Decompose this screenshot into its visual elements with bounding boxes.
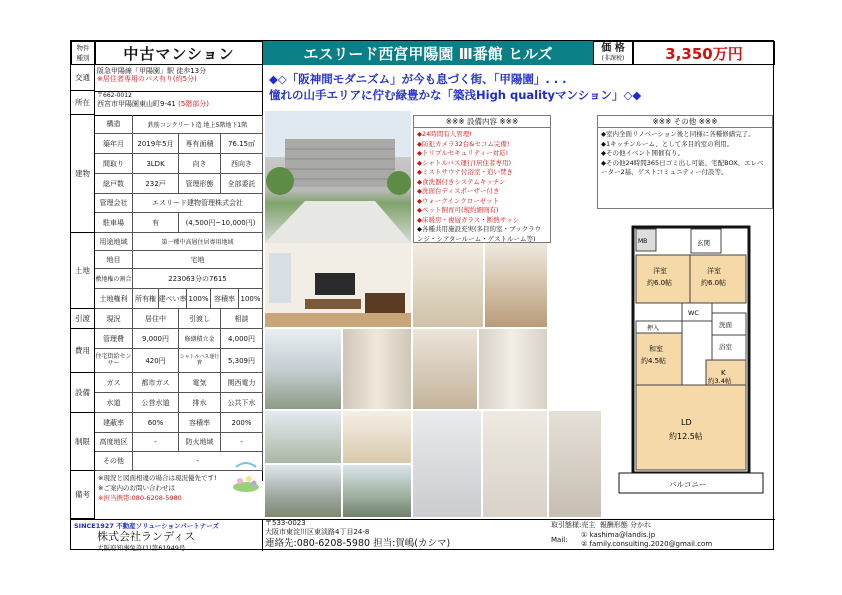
h-v: 居住中 (133, 309, 179, 329)
floor-note: (5階部分) (178, 99, 210, 108)
c-v2-1: 5,309円 (221, 349, 263, 373)
c-v2-0: 4,000円 (221, 329, 263, 349)
footer-left (71, 519, 263, 551)
l-k-2: 敷地権の割合 (95, 269, 133, 289)
facility-8: ◆ペット飼育可(規約細則有) (417, 206, 499, 214)
u-k-1: 水道 (95, 393, 133, 413)
fp-ld-size: 約12.5帖 (669, 432, 703, 441)
traffic-label: 交通 (71, 65, 95, 91)
footer-right (551, 521, 773, 551)
fp-w1-size: 約6.0帖 (647, 279, 673, 287)
r-v-0: 60% (133, 413, 179, 433)
r-v2-1: - (221, 433, 263, 452)
r-k-0: 建蔽率 (95, 413, 133, 433)
traffic-line2: ※居住者専用のバス有り(約5分) (97, 75, 197, 84)
b-k-5: 駐車場 (95, 213, 133, 233)
type-value: 中古マンション (95, 41, 263, 65)
l-k-0: 用途地域 (95, 233, 133, 251)
footer-company: 株式会社ランディス (97, 530, 196, 543)
facilities-title: ※※※ 設備内容 ※※※ (414, 116, 550, 128)
r-v-2: - (133, 452, 263, 471)
photo-hallway (479, 329, 547, 409)
facility-1: ◆防犯カメラ32台&セコム完備! (417, 139, 510, 148)
r-k-1: 高度地区 (95, 433, 133, 452)
b-v-1: 2019年5月 (133, 134, 179, 154)
property-name: エスリード西宮甲陽園 Ⅲ番館 ヒルズ (263, 41, 593, 65)
fp-k: K (721, 369, 726, 377)
l-v-3: 所有権 (133, 289, 159, 309)
photo-exterior-2 (265, 411, 341, 463)
footer-license: 大阪府知事免許(1)第61949号 (97, 544, 186, 552)
photo-exterior (265, 111, 411, 243)
b-v2-3: 全部委託 (221, 174, 263, 194)
facility-7: ◆ウォークインクローゼット (417, 196, 500, 205)
photo-bathroom (413, 411, 481, 517)
facility-6: ◆洗面台ディスポーザー付き (417, 187, 500, 195)
price-label-box (593, 41, 633, 65)
h-k2: 引渡し (179, 309, 221, 329)
c-k-0: 管理費 (95, 329, 133, 349)
r-v2-0: 200% (221, 413, 263, 433)
photo-street (265, 465, 341, 517)
b-k-2: 間取り (95, 154, 133, 174)
fp-closet: 押入 (647, 325, 660, 332)
location-label: 所在 (71, 91, 95, 115)
fp-mb: MB (638, 238, 648, 245)
photo-bedroom (413, 329, 477, 409)
building-label: 建物 (71, 115, 95, 233)
u-v2-0: 関西電力 (221, 373, 263, 393)
u-k-0: ガス (95, 373, 133, 393)
location-text (97, 93, 261, 115)
catch-copy (265, 67, 773, 111)
remark-2: ※担当携帯:080-6208-5980 (98, 494, 182, 502)
b-v2-2: 西向き (221, 154, 263, 174)
remark-0: ※現況と図面相違の場合は現況優先です! (98, 474, 217, 482)
b-v-2: 3LDK (133, 154, 179, 174)
footer-since: SINCE1927 不動産ソリューションパートナーズ (74, 522, 219, 530)
photo-living-2 (485, 243, 547, 327)
b-k-4: 管理会社 (95, 194, 133, 213)
l-k3-3: 容積率 (211, 289, 239, 309)
fp-bath: 浴室 (719, 343, 732, 351)
utility-label: 設備 (71, 373, 95, 413)
footer-postal: 〒533-0023 (265, 519, 306, 527)
l-k-1: 地目 (95, 251, 133, 269)
b-k2-2: 向き (179, 154, 221, 174)
fp-ld: LD (681, 418, 692, 427)
photo-balcony-view (265, 329, 341, 409)
c-v-0: 9,000円 (133, 329, 179, 349)
photo-washroom (549, 411, 601, 517)
l-k-3: 土地権利 (95, 289, 133, 309)
fp-w2-size: 約6.0帖 (701, 279, 727, 287)
photo-living-1 (265, 243, 411, 327)
footer-contact: 連絡先:080-6208-5980 担当:賀嶋(カシマ) (265, 538, 451, 549)
remarks-illustration (231, 457, 261, 493)
h-k: 現況 (95, 309, 133, 329)
facility-0: ◆24時間有人管理! (417, 130, 472, 138)
c-k2-1: シャトルバス運行費 (179, 349, 221, 373)
flyer-sheet (70, 40, 774, 550)
photo-toilet (483, 411, 547, 517)
l-k2-3: 建ぺい率 (159, 289, 187, 309)
facility-10: ◆各種共用施設充実(多目的室・ブックラウンジ・シアタールーム・ゲストルーム等) (417, 225, 542, 243)
price-note: (非課税) (601, 55, 625, 62)
fp-entrance: 玄関 (697, 239, 710, 247)
b-k2-1: 専有面積 (179, 134, 221, 154)
fp-w2: 洋室 (707, 267, 721, 275)
traffic-text (97, 67, 261, 91)
l-v-0: 第一種中高層住居専用地域 (133, 233, 263, 251)
footer-address: 大阪市東淀川区東淡路4丁目24-8 (265, 528, 370, 536)
l-v-2: 223063分の7615 (133, 269, 263, 289)
remarks-text (98, 473, 228, 517)
facility-2: ◆トリプルセキュリティー対応! (417, 149, 509, 157)
price-label: 価 格 (601, 43, 625, 54)
postal-code: 〒662-0012 (97, 92, 132, 99)
footer-deal: 取引態様:売主 (551, 521, 596, 529)
l-v3-3: 100% (239, 289, 263, 309)
facility-4: ◆ミストサウナ付浴室・追い焚き (417, 168, 513, 176)
u-k2-0: 電気 (179, 373, 221, 393)
fp-k-size: 約3.4帖 (708, 377, 732, 385)
b-v-4: エスリード建物管理株式会社 (133, 194, 263, 213)
c-k-1: 住宅街給センサー (95, 349, 133, 373)
restrict-label: 制限 (71, 413, 95, 471)
catch-line1: ◆◇「阪神間モダニズム」が今も息づく街、「甲陽園」. . . (269, 72, 567, 86)
others-box (597, 115, 773, 209)
facility-5: ◆食洗器付きシステムキッチン (417, 177, 506, 186)
floor-plan (611, 215, 775, 517)
b-k-1: 築年月 (95, 134, 133, 154)
cost-label: 費用 (71, 329, 95, 373)
remarks-label: 備考 (71, 471, 95, 519)
footer-middle (265, 519, 495, 551)
b-v-3: 232戸 (133, 174, 179, 194)
traffic-line1: 阪急甲陽線「甲陽園」駅 徒歩13分 (97, 67, 207, 75)
type-label: 物件 種別 (71, 41, 95, 65)
r-k2-0: 容積率 (179, 413, 221, 433)
photo-corridor (343, 329, 411, 409)
b-k-0: 構造 (95, 115, 133, 134)
photo-kitchen (413, 243, 483, 327)
facilities-list (414, 128, 550, 246)
other-0: ◆室内全面リノベーション後と同様に各種修繕完了。 (601, 130, 755, 138)
facilities-box (413, 115, 551, 243)
remark-1: ※ご案内のお問い合わせは (98, 484, 175, 492)
fp-sink: 洗面 (719, 321, 732, 329)
address-text: 西宮市甲陽園東山町9-41 (97, 99, 176, 108)
other-2: ◆その他イベント開催有り。 (601, 149, 684, 157)
price-value: 3,350万円 (633, 41, 775, 65)
photo-room (343, 411, 411, 463)
r-v-1: - (133, 433, 179, 452)
c-k2-0: 修繕積立金 (179, 329, 221, 349)
others-title: ※※※ その他 ※※※ (598, 116, 772, 128)
fp-w3-size: 約4.5帖 (641, 357, 667, 365)
l-v2-3: 100% (187, 289, 211, 309)
l-v-1: 宅地 (133, 251, 263, 269)
footer-mail1[interactable]: ① kashima@landis.jp (581, 530, 656, 539)
u-v2-1: 公共下水 (221, 393, 263, 413)
b-v-5: 有 (133, 213, 179, 233)
b-k-3: 総戸数 (95, 174, 133, 194)
catch-line2: 憧れの山手エリアに佇む緑豊かな「築浅High qualityマンション」◇◆ (269, 88, 642, 102)
u-v-1: 公営水道 (133, 393, 179, 413)
r-k2-1: 防火地域 (179, 433, 221, 452)
other-3: ◆その他24時間365日ゴミ出し可能、宅配BOX、エレベーター2基、ゲストコミュニティー付設等。 (601, 158, 764, 176)
other-1: ◆1キッチンルーム、として多目的室の利用。 (601, 139, 734, 148)
footer-mail2[interactable]: ② family.consulting.2020@gmail.com (581, 540, 713, 548)
u-v-0: 都市ガス (133, 373, 179, 393)
c-v-1: 420円 (133, 349, 179, 373)
footer-deal-value: 報酬形態 分かれ (599, 521, 652, 529)
photo-view (343, 465, 411, 517)
r-k-2: その他 (95, 452, 133, 471)
fp-wc: WC (688, 309, 699, 317)
b-v-0: 鉄筋コンクリート造 地上5階地下1階 (133, 115, 263, 134)
fp-w3: 和室 (649, 345, 663, 353)
handover-label: 引渡 (71, 309, 95, 329)
fp-w1: 洋室 (653, 267, 667, 275)
land-label: 土地 (71, 233, 95, 309)
b-v2-5: (4,500円~10,000円) (179, 213, 263, 233)
b-v2-1: 76.15㎡ (221, 134, 263, 154)
facility-9: ◆床暖房・複層ガラス・断熱サッシ (417, 215, 520, 224)
facility-3: ◆シャトルバス運行(居住者専用) (417, 158, 511, 167)
footer-mail-label: Mail: (551, 535, 568, 544)
h-v2: 相談 (221, 309, 263, 329)
others-list (598, 128, 772, 180)
b-k2-3: 管理形態 (179, 174, 221, 194)
fp-balcony: バルコニー (669, 480, 707, 489)
u-k2-1: 排水 (179, 393, 221, 413)
